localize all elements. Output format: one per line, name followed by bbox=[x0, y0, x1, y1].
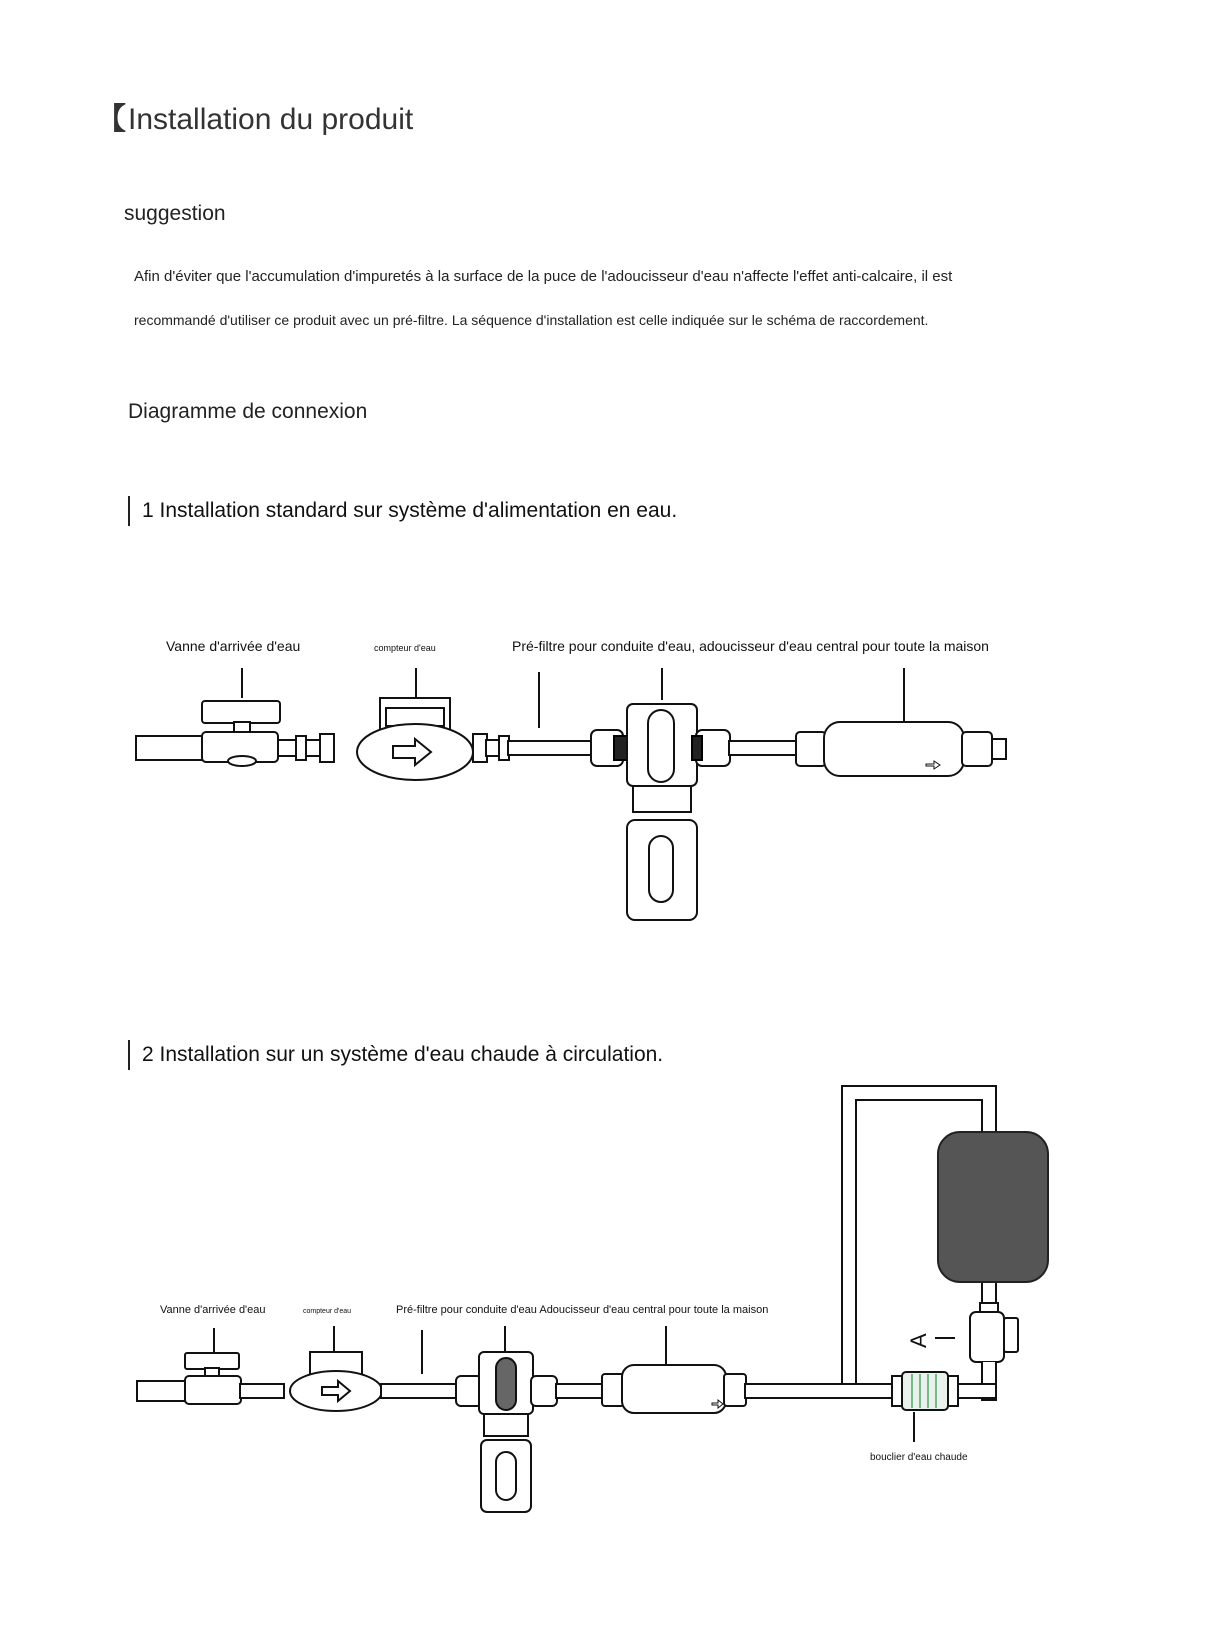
inlet-valve bbox=[202, 701, 280, 766]
pipe-segment bbox=[729, 741, 799, 755]
prefilter bbox=[591, 704, 730, 920]
pipe-segment bbox=[745, 1384, 895, 1398]
hot-water-shield bbox=[892, 1372, 958, 1410]
water-meter bbox=[290, 1352, 382, 1411]
label-water-meter: compteur d'eau bbox=[374, 643, 436, 653]
diagram-standard-installation bbox=[0, 620, 1213, 920]
page-title-text: Installation du produit bbox=[128, 103, 414, 136]
pipe-segment bbox=[958, 1384, 996, 1398]
label-inlet-valve: Vanne d'arrivée d'eau bbox=[160, 1304, 266, 1316]
label-hot-water-shield: bouclier d'eau chaude bbox=[870, 1452, 968, 1463]
pipe-segment bbox=[556, 1384, 604, 1398]
water-softener bbox=[602, 1365, 746, 1413]
inlet-pipe bbox=[136, 736, 204, 760]
diagram-circulation-installation bbox=[0, 1080, 1213, 1520]
inlet-valve bbox=[185, 1353, 241, 1404]
section-1-title: 1 Installation standard sur système d'alimentation en eau. bbox=[128, 496, 677, 526]
label-water-meter: compteur d'eau bbox=[303, 1308, 352, 1315]
suggestion-heading: suggestion bbox=[124, 202, 226, 225]
diagram-heading: Diagramme de connexion bbox=[128, 400, 368, 423]
label-prefilter-softener: Pré-filtre pour conduite d'eau Adoucisseur d'eau central pour toute la maison bbox=[396, 1304, 769, 1316]
label-inlet-valve: Vanne d'arrivée d'eau bbox=[166, 638, 301, 654]
label-prefilter-softener: Pré-filtre pour conduite d'eau, adoucisseur d'eau central pour toute la maison bbox=[512, 638, 989, 654]
pipe-segment bbox=[381, 1384, 459, 1398]
page-title: 【Installation du produit bbox=[96, 103, 414, 136]
water-meter bbox=[357, 698, 473, 780]
softener-body bbox=[824, 722, 964, 776]
water-softener bbox=[796, 722, 1006, 776]
prefilter bbox=[456, 1352, 557, 1512]
label-marker-a: A bbox=[906, 1333, 931, 1348]
valve-handle bbox=[202, 701, 280, 723]
pipe-segment bbox=[508, 741, 592, 755]
suggestion-text-line-1: Afin d'éviter que l'accumulation d'impuretés à la surface de la puce de l'adoucisseur d'eau n'affecte l'effet anti-calcaire, il est bbox=[134, 268, 953, 285]
water-heater bbox=[938, 1132, 1048, 1282]
section-2-title: 2 Installation sur un système d'eau chaude à circulation. bbox=[128, 1040, 663, 1070]
suggestion-text-line-2: recommandé d'utiliser ce produit avec un pré-filtre. La séquence d'installation est celle indiquée sur le schéma de raccordement. bbox=[134, 312, 929, 328]
heater-valve bbox=[970, 1312, 1004, 1362]
